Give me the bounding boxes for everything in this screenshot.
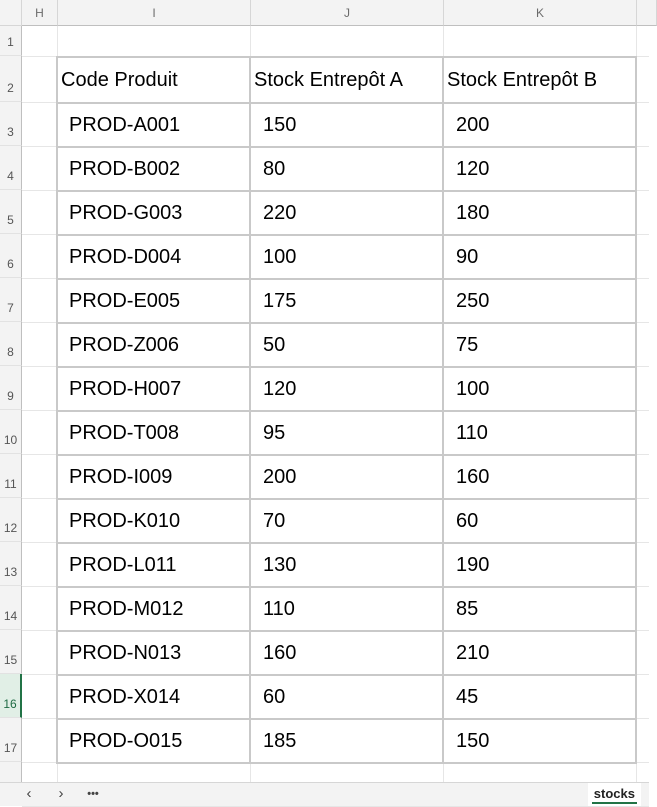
table-row (57, 367, 636, 411)
row-number: 5 (7, 213, 14, 227)
table-row (57, 323, 636, 367)
chevron-right-icon[interactable]: › (58, 785, 64, 802)
stock-b-cell[interactable]: 75 (443, 323, 636, 367)
row-header-7[interactable] (0, 278, 22, 322)
row-header-6[interactable] (0, 234, 22, 278)
row-number: 14 (3, 609, 18, 623)
row-header-1[interactable] (0, 26, 22, 56)
column-header-i[interactable]: I (58, 0, 251, 26)
stock-a-cell[interactable]: 120 (250, 367, 443, 411)
stock-b-cell[interactable]: 210 (443, 631, 636, 675)
stock-b-cell[interactable]: 100 (443, 367, 636, 411)
stock-b-cell[interactable]: 60 (443, 499, 636, 543)
row-number: 2 (7, 81, 14, 95)
product-code-cell[interactable]: PROD-X014 (57, 675, 250, 719)
table-row (57, 543, 636, 587)
row-number: 11 (4, 477, 17, 491)
row-header-11[interactable] (0, 454, 22, 498)
table-row (57, 675, 636, 719)
stock-b-cell[interactable]: 160 (443, 455, 636, 499)
stock-a-cell[interactable]: 175 (250, 279, 443, 323)
table-header-row (57, 57, 636, 103)
row-header-3[interactable] (0, 102, 22, 146)
stock-a-cell[interactable]: 100 (250, 235, 443, 279)
stock-a-cell[interactable]: 220 (250, 191, 443, 235)
stock-a-cell[interactable]: 130 (250, 543, 443, 587)
stock-a-cell[interactable]: 50 (250, 323, 443, 367)
row-number: 6 (7, 257, 14, 271)
stock-a-cell[interactable]: 200 (250, 455, 443, 499)
row-header-15[interactable] (0, 630, 22, 674)
sheet-tab-stocks[interactable] (588, 783, 641, 806)
table-row (57, 499, 636, 543)
row-header-17[interactable] (0, 718, 22, 762)
stock-a-cell[interactable]: 70 (250, 499, 443, 543)
column-header-l[interactable] (637, 0, 657, 26)
stock-a-cell[interactable]: 110 (250, 587, 443, 631)
stock-a-cell[interactable]: 150 (250, 103, 443, 147)
row-header-16[interactable] (0, 674, 22, 718)
stock-a-cell[interactable]: 185 (250, 719, 443, 763)
row-number: 4 (7, 169, 14, 183)
row-number: 12 (3, 521, 18, 535)
table-row (57, 587, 636, 631)
header-cell-code[interactable]: Code Produit (57, 57, 250, 103)
product-code-cell[interactable]: PROD-T008 (57, 411, 250, 455)
stock-b-cell[interactable]: 250 (443, 279, 636, 323)
row-number: 17 (3, 741, 18, 755)
row-number: 3 (7, 125, 14, 139)
more-sheets-button[interactable]: ••• (87, 788, 99, 800)
row-header-8[interactable] (0, 322, 22, 366)
table-row (57, 191, 636, 235)
column-header-j[interactable]: J (251, 0, 444, 26)
product-code-cell[interactable]: PROD-H007 (57, 367, 250, 411)
stock-a-cell[interactable]: 60 (250, 675, 443, 719)
table-row (57, 279, 636, 323)
row-header-2[interactable] (0, 56, 22, 102)
row-number: 13 (3, 565, 18, 579)
chevron-left-icon[interactable]: ‹ (26, 785, 32, 802)
row-number: 16 (3, 697, 17, 711)
stock-a-cell[interactable]: 95 (250, 411, 443, 455)
stock-b-cell[interactable]: 200 (443, 103, 636, 147)
product-code-cell[interactable]: PROD-B002 (57, 147, 250, 191)
product-code-cell[interactable]: PROD-O015 (57, 719, 250, 763)
table-row (57, 411, 636, 455)
product-code-cell[interactable]: PROD-L011 (57, 543, 250, 587)
product-code-cell[interactable]: PROD-A001 (57, 103, 250, 147)
row-header-4[interactable] (0, 146, 22, 190)
table-row (57, 147, 636, 191)
stock-b-cell[interactable]: 120 (443, 147, 636, 191)
stock-b-cell[interactable]: 110 (443, 411, 636, 455)
table-row (57, 631, 636, 675)
stock-table (56, 56, 637, 764)
row-number: 1 (7, 35, 14, 49)
row-header-13[interactable] (0, 542, 22, 586)
stock-a-cell[interactable]: 160 (250, 631, 443, 675)
product-code-cell[interactable]: PROD-E005 (57, 279, 250, 323)
stock-b-cell[interactable]: 85 (443, 587, 636, 631)
row-number: 9 (7, 389, 14, 403)
select-all-corner[interactable] (0, 0, 22, 26)
row-number: 15 (3, 653, 18, 667)
stock-b-cell[interactable]: 180 (443, 191, 636, 235)
column-header-k[interactable]: K (444, 0, 637, 26)
row-header-14[interactable] (0, 586, 22, 630)
table-row (57, 103, 636, 147)
row-number: 8 (7, 345, 14, 359)
table-row (57, 455, 636, 499)
row-number: 7 (7, 301, 14, 315)
product-code-cell[interactable]: PROD-K010 (57, 499, 250, 543)
stock-b-cell[interactable]: 150 (443, 719, 636, 763)
row-header-10[interactable] (0, 410, 22, 454)
sheet-tab-bar (0, 782, 649, 806)
header-cell-stock-b[interactable]: Stock Entrepôt B (443, 57, 636, 103)
product-code-cell[interactable]: PROD-D004 (57, 235, 250, 279)
sheet-tab-label: stocks (593, 786, 635, 801)
product-code-cell[interactable]: PROD-I009 (57, 455, 250, 499)
stock-b-cell[interactable]: 190 (443, 543, 636, 587)
stock-a-cell[interactable]: 80 (250, 147, 443, 191)
table-row (57, 719, 636, 763)
header-cell-stock-a[interactable]: Stock Entrepôt A (250, 57, 443, 103)
product-code-cell[interactable]: PROD-M012 (57, 587, 250, 631)
column-header-h[interactable]: H (22, 0, 58, 26)
active-tab-underline (592, 802, 637, 804)
row-number: 10 (3, 433, 18, 447)
stock-b-cell[interactable]: 45 (443, 675, 636, 719)
row-header-12[interactable] (0, 498, 22, 542)
table-row (57, 235, 636, 279)
row-header-5[interactable] (0, 190, 22, 234)
stock-b-cell[interactable]: 90 (443, 235, 636, 279)
product-code-cell[interactable]: PROD-N013 (57, 631, 250, 675)
product-code-cell[interactable]: PROD-G003 (57, 191, 250, 235)
row-header-9[interactable] (0, 366, 22, 410)
product-code-cell[interactable]: PROD-Z006 (57, 323, 250, 367)
